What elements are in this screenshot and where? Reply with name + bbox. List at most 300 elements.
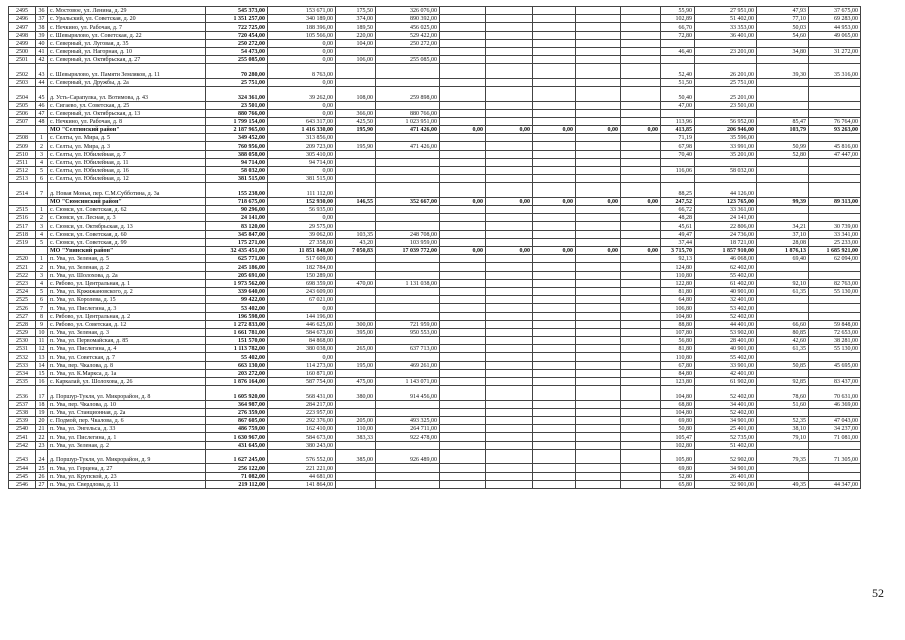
cell-cost-col-2: 105 566,00 <box>268 31 336 39</box>
cell-cost-col-9 <box>621 417 661 425</box>
cell-cost-col-2: 0,00 <box>268 39 336 47</box>
cell-item-number: 2 <box>36 214 48 222</box>
cell-cost-col-2: 182 784,00 <box>268 263 336 271</box>
cell-row-number: 2503 <box>9 78 36 86</box>
cell-total-cost: 245 186,00 <box>206 263 268 271</box>
cell-cost-col-9 <box>621 353 661 361</box>
cell-cost-col-5 <box>440 425 486 433</box>
cell-cost-col-7 <box>533 464 576 472</box>
cell-cost-col-6 <box>486 386 533 401</box>
cell-area-col-12 <box>757 408 809 416</box>
cell-area-col-10: 68,80 <box>661 400 695 408</box>
cell-cost-col-6 <box>486 31 533 39</box>
cell-cost-col-6 <box>486 167 533 175</box>
cell-area-col-12: 79,10 <box>757 433 809 441</box>
cell-cost-col-2: 209 723,00 <box>268 142 336 150</box>
cell-cost-col-9 <box>621 304 661 312</box>
cell-area-col-12 <box>757 312 809 320</box>
cell-cost-col-6 <box>486 369 533 377</box>
cell-cost-col-2: 188 396,00 <box>268 23 336 31</box>
cell-cost-col-7 <box>533 386 576 401</box>
cell-cost-col-8 <box>576 167 621 175</box>
cell-cost-col-11: 1 857 910,00 <box>695 247 757 255</box>
cell-cost-col-2: 284 217,00 <box>268 400 336 408</box>
cell-item-number: 17 <box>36 386 48 401</box>
cell-area-col-10: 104,80 <box>661 408 695 416</box>
cell-area-col-3 <box>336 337 376 345</box>
cell-cost-col-5 <box>440 134 486 142</box>
cell-item-number: 2 <box>36 263 48 271</box>
cell-area-col-3: 205,00 <box>336 417 376 425</box>
cell-area-col-3: 189,50 <box>336 23 376 31</box>
table-row <box>9 206 861 214</box>
cell-item-number: 1 <box>36 206 48 214</box>
cell-cost-col-13: 62 094,00 <box>809 255 861 263</box>
cell-cost-col-4: 914 456,00 <box>376 386 440 401</box>
cell-cost-col-8 <box>576 400 621 408</box>
cell-cost-col-8 <box>576 87 621 102</box>
cell-cost-col-5 <box>440 328 486 336</box>
cell-cost-col-8 <box>576 101 621 109</box>
cell-area-col-3: 106,00 <box>336 56 376 64</box>
cell-cost-col-6 <box>486 304 533 312</box>
cell-address: п. Ува, ул. Герцена, д. 27 <box>48 464 206 472</box>
cell-cost-col-6: 0,00 <box>486 126 533 134</box>
cell-cost-col-2: 0,00 <box>268 214 336 222</box>
cell-cost-col-4 <box>376 167 440 175</box>
table-row <box>9 15 861 23</box>
cell-cost-col-2: 111 112,00 <box>268 183 336 198</box>
cell-cost-col-7 <box>533 345 576 353</box>
cell-cost-col-2: 587 754,00 <box>268 378 336 386</box>
table-row <box>9 353 861 361</box>
cell-cost-col-5 <box>440 150 486 158</box>
cell-area-col-10: 49,47 <box>661 230 695 238</box>
table-row <box>9 7 861 15</box>
cell-area-col-12 <box>757 353 809 361</box>
cell-address: п. Ува, ул. Шолохова, д. 2а <box>48 271 206 279</box>
cell-cost-col-4: 326 076,00 <box>376 7 440 15</box>
cell-cost-col-13: 69 283,00 <box>809 15 861 23</box>
cell-item-number: 5 <box>36 167 48 175</box>
cell-cost-col-11: 25 401,00 <box>695 425 757 433</box>
cell-cost-col-8 <box>576 449 621 464</box>
cell-cost-col-4: 637 713,00 <box>376 345 440 353</box>
cell-row-number: 2537 <box>9 400 36 408</box>
cell-cost-col-4 <box>376 400 440 408</box>
cell-cost-col-13: 44 347,00 <box>809 480 861 488</box>
cell-row-number: 2498 <box>9 31 36 39</box>
cell-area-col-3 <box>336 222 376 230</box>
cell-cost-col-13 <box>809 109 861 117</box>
cell-cost-col-9 <box>621 117 661 125</box>
cell-cost-col-2: 643 317,00 <box>268 117 336 125</box>
cell-cost-col-11: 52 735,00 <box>695 433 757 441</box>
cell-cost-col-11 <box>695 175 757 183</box>
cell-cost-col-13: 31 272,00 <box>809 47 861 55</box>
cell-cost-col-13 <box>809 167 861 175</box>
cell-total-cost: 94 714,00 <box>206 158 268 166</box>
cell-cost-col-13: 83 437,00 <box>809 378 861 386</box>
cell-area-col-3: 175,50 <box>336 7 376 15</box>
cell-cost-col-5: 0,00 <box>440 126 486 134</box>
cell-cost-col-5 <box>440 263 486 271</box>
cell-item-number: 9 <box>36 320 48 328</box>
cell-row-number: 2531 <box>9 345 36 353</box>
cell-address: с. Селты, ул. Мира, д. 5 <box>48 134 206 142</box>
cell-cost-col-4 <box>376 206 440 214</box>
cell-cost-col-8 <box>576 433 621 441</box>
cell-cost-col-11: 61 402,00 <box>695 279 757 287</box>
cell-cost-col-11: 23 201,00 <box>695 47 757 55</box>
cell-area-col-3 <box>336 134 376 142</box>
cell-cost-col-13 <box>809 101 861 109</box>
cell-area-col-12: 50,99 <box>757 142 809 150</box>
cell-row-number: 2541 <box>9 433 36 441</box>
cell-area-col-10: 45,61 <box>661 222 695 230</box>
cell-cost-col-11: 52 402,00 <box>695 312 757 320</box>
cell-row-number: 2504 <box>9 87 36 102</box>
cell-cost-col-13: 38 281,00 <box>809 337 861 345</box>
cell-address: д. Поршур-Тукля, ул. Микрорайон, д. 8 <box>48 386 206 401</box>
cell-cost-col-8 <box>576 23 621 31</box>
cell-address: МО "Сюмсинский район" <box>48 197 206 205</box>
cell-cost-col-5 <box>440 449 486 464</box>
cell-area-col-10: 66,72 <box>661 206 695 214</box>
cell-total-cost: 255 085,00 <box>206 56 268 64</box>
cell-cost-col-5 <box>440 23 486 31</box>
cell-cost-col-7 <box>533 361 576 369</box>
cell-cost-col-2: 39 262,00 <box>268 87 336 102</box>
cell-cost-col-4: 529 422,00 <box>376 31 440 39</box>
cell-total-cost: 867 605,00 <box>206 417 268 425</box>
cell-address: с. Шевырялово, ул. Памяти Земляков, д. 11 <box>48 64 206 79</box>
cell-area-col-10 <box>661 158 695 166</box>
cell-cost-col-2: 56 935,00 <box>268 206 336 214</box>
cell-cost-col-2: 584 673,00 <box>268 328 336 336</box>
cell-cost-col-2: 380 038,00 <box>268 345 336 353</box>
cell-address: п. Ува, ул. Крупской, д. 23 <box>48 472 206 480</box>
cell-cost-col-4 <box>376 464 440 472</box>
cell-cost-col-9 <box>621 472 661 480</box>
cell-area-col-3 <box>336 101 376 109</box>
cell-area-col-3: 110,00 <box>336 425 376 433</box>
cell-cost-col-4 <box>376 183 440 198</box>
cell-cost-col-2: 0,00 <box>268 78 336 86</box>
cell-total-cost: 25 751,00 <box>206 78 268 86</box>
cell-cost-col-11 <box>695 56 757 64</box>
cell-cost-col-9 <box>621 480 661 488</box>
cell-area-col-12: 28,08 <box>757 238 809 246</box>
cell-cost-col-5 <box>440 378 486 386</box>
cell-total-cost: 151 570,00 <box>206 337 268 345</box>
cell-address: с. Сюмси, ул. Советская, д. 60 <box>48 230 206 238</box>
cell-item-number: 41 <box>36 47 48 55</box>
cell-cost-col-4: 352 667,00 <box>376 197 440 205</box>
cell-cost-col-4 <box>376 408 440 416</box>
cell-cost-col-7 <box>533 472 576 480</box>
cell-item-number: 4 <box>36 279 48 287</box>
cell-area-col-3 <box>336 480 376 488</box>
cell-area-col-10: 51,50 <box>661 78 695 86</box>
cell-cost-col-5 <box>440 101 486 109</box>
cell-cost-col-8 <box>576 279 621 287</box>
cell-row-number: 2514 <box>9 183 36 198</box>
cell-row-number: 2540 <box>9 425 36 433</box>
cell-cost-col-5 <box>440 78 486 86</box>
cell-cost-col-9 <box>621 400 661 408</box>
cell-cost-col-13: 33 341,00 <box>809 230 861 238</box>
cell-area-col-3 <box>336 214 376 222</box>
cell-cost-col-4: 926 489,00 <box>376 449 440 464</box>
cell-item-number: 43 <box>36 64 48 79</box>
table-row <box>9 296 861 304</box>
cell-area-col-3: 195,90 <box>336 126 376 134</box>
cell-total-cost: 55 402,00 <box>206 353 268 361</box>
cell-area-col-10: 107,80 <box>661 328 695 336</box>
cell-area-col-10: 105,47 <box>661 433 695 441</box>
cell-address: п. Ува, ул. Советская, д. 7 <box>48 353 206 361</box>
cell-cost-col-5 <box>440 15 486 23</box>
cell-cost-col-5 <box>440 386 486 401</box>
cell-cost-col-6 <box>486 117 533 125</box>
cell-cost-col-4: 880 766,00 <box>376 109 440 117</box>
cell-area-col-10: 64,80 <box>661 296 695 304</box>
cell-area-col-12 <box>757 183 809 198</box>
cell-cost-col-6 <box>486 328 533 336</box>
cell-area-col-10: 56,80 <box>661 337 695 345</box>
cell-row-number: 2507 <box>9 117 36 125</box>
cell-cost-col-13: 55 130,00 <box>809 287 861 295</box>
cell-cost-col-9 <box>621 142 661 150</box>
cell-cost-col-13 <box>809 56 861 64</box>
cell-cost-col-11: 25 201,00 <box>695 87 757 102</box>
cell-cost-col-8 <box>576 263 621 271</box>
cell-address: с. Северный, ул. Октябрьская, д. 27 <box>48 56 206 64</box>
table-row <box>9 175 861 183</box>
cell-cost-col-7 <box>533 328 576 336</box>
cell-total-cost: 1 630 967,00 <box>206 433 268 441</box>
cell-cost-col-9: 0,00 <box>621 197 661 205</box>
cell-cost-col-13 <box>809 304 861 312</box>
cell-item-number: 8 <box>36 312 48 320</box>
cell-total-cost: 1 605 920,00 <box>206 386 268 401</box>
cell-area-col-3 <box>336 408 376 416</box>
cell-row-number: 2518 <box>9 230 36 238</box>
cell-cost-col-2: 0,00 <box>268 353 336 361</box>
cell-cost-col-4 <box>376 312 440 320</box>
cell-cost-col-13: 82 763,00 <box>809 279 861 287</box>
cell-cost-col-2: 153 671,00 <box>268 7 336 15</box>
cell-cost-col-2: 381 515,00 <box>268 175 336 183</box>
cell-cost-col-11: 52 902,00 <box>695 449 757 464</box>
cell-address: п. Ува, ул. Кржижановского, д. 2 <box>48 287 206 295</box>
cell-cost-col-2: 11 851 848,00 <box>268 247 336 255</box>
cell-area-col-3: 366,00 <box>336 109 376 117</box>
cell-address: п. Ува, ул. Пислегина, д. 3 <box>48 304 206 312</box>
cell-cost-col-6 <box>486 312 533 320</box>
table-body <box>9 7 861 489</box>
cell-cost-col-11: 32 901,00 <box>695 480 757 488</box>
cell-cost-col-13: 44 953,00 <box>809 23 861 31</box>
cell-total-cost: 155 238,00 <box>206 183 268 198</box>
cell-row-number: 2546 <box>9 480 36 488</box>
cell-area-col-12 <box>757 472 809 480</box>
cell-area-col-12 <box>757 158 809 166</box>
cell-area-col-3: 104,00 <box>336 39 376 47</box>
cell-cost-col-6 <box>486 255 533 263</box>
cell-area-col-12 <box>757 39 809 47</box>
cell-row-number: 2517 <box>9 222 36 230</box>
cell-area-col-12 <box>757 214 809 222</box>
cell-address: с. Рябово, ул. Советская, д. 12 <box>48 320 206 328</box>
cell-cost-col-9 <box>621 150 661 158</box>
cell-row-number: 2527 <box>9 312 36 320</box>
cell-cost-col-2: 0,00 <box>268 47 336 55</box>
cell-area-col-12: 79,35 <box>757 449 809 464</box>
cell-cost-col-9 <box>621 78 661 86</box>
cell-cost-col-5 <box>440 222 486 230</box>
cell-item-number: 3 <box>36 222 48 230</box>
cell-cost-col-9 <box>621 255 661 263</box>
cell-item-number: 13 <box>36 353 48 361</box>
cell-area-col-10: 104,80 <box>661 312 695 320</box>
table-row <box>9 464 861 472</box>
cell-cost-col-2: 162 410,00 <box>268 425 336 433</box>
cell-total-cost: 23 501,00 <box>206 101 268 109</box>
cell-item-number: 7 <box>36 183 48 198</box>
cell-cost-col-4: 250 272,00 <box>376 39 440 47</box>
cell-cost-col-13 <box>809 296 861 304</box>
cell-cost-col-4: 922 478,00 <box>376 433 440 441</box>
cell-area-col-3 <box>336 255 376 263</box>
table-row <box>9 480 861 488</box>
cell-cost-col-13 <box>809 175 861 183</box>
cell-cost-col-11: 58 032,00 <box>695 167 757 175</box>
table-row <box>9 78 861 86</box>
cell-area-col-3: 43,20 <box>336 238 376 246</box>
cell-cost-col-8: 0,00 <box>576 126 621 134</box>
cell-cost-col-2: 39 062,00 <box>268 230 336 238</box>
cell-cost-col-8 <box>576 328 621 336</box>
cell-cost-col-9 <box>621 167 661 175</box>
cell-cost-col-2: 27 358,00 <box>268 238 336 246</box>
cell-cost-col-2: 8 763,00 <box>268 64 336 79</box>
cell-cost-col-8 <box>576 175 621 183</box>
cell-row-number: 2538 <box>9 408 36 416</box>
cell-cost-col-2: 141 864,00 <box>268 480 336 488</box>
cell-cost-col-6 <box>486 47 533 55</box>
table-row <box>9 238 861 246</box>
cell-cost-col-8 <box>576 304 621 312</box>
cell-cost-col-9 <box>621 361 661 369</box>
cell-item-number <box>36 197 48 205</box>
cell-area-col-10: 247,52 <box>661 197 695 205</box>
cell-row-number: 2513 <box>9 175 36 183</box>
cell-item-number: 16 <box>36 378 48 386</box>
cell-row-number: 2532 <box>9 353 36 361</box>
cell-cost-col-11: 26 401,00 <box>695 472 757 480</box>
cell-area-col-12: 50,85 <box>757 361 809 369</box>
cell-area-col-10: 84,80 <box>661 369 695 377</box>
table-row <box>9 320 861 328</box>
cell-address: с. Северный, ул. Нагорная, д. 10 <box>48 47 206 55</box>
cell-area-col-12: 54,60 <box>757 31 809 39</box>
cell-cost-col-2: 0,00 <box>268 56 336 64</box>
cell-item-number: 21 <box>36 425 48 433</box>
cell-item-number: 1 <box>36 255 48 263</box>
cell-area-col-12 <box>757 78 809 86</box>
table-row <box>9 142 861 150</box>
cell-row-number: 2511 <box>9 158 36 166</box>
cell-total-cost: 625 771,00 <box>206 255 268 263</box>
cell-total-cost: 71 082,00 <box>206 472 268 480</box>
cell-area-col-3: 195,90 <box>336 142 376 150</box>
table-row <box>9 408 861 416</box>
cell-cost-col-4: 493 325,00 <box>376 417 440 425</box>
cell-area-col-3: 220,00 <box>336 31 376 39</box>
cell-item-number: 5 <box>36 238 48 246</box>
cell-cost-col-7 <box>533 101 576 109</box>
cell-cost-col-5 <box>440 158 486 166</box>
cell-cost-col-4 <box>376 337 440 345</box>
cell-cost-col-5 <box>440 214 486 222</box>
cell-cost-col-7 <box>533 238 576 246</box>
cell-cost-col-6 <box>486 64 533 79</box>
cell-address: п. Ува, ул. Зеленая, д. 3 <box>48 328 206 336</box>
cell-area-col-12 <box>757 296 809 304</box>
cell-cost-col-6 <box>486 417 533 425</box>
cell-cost-col-8 <box>576 345 621 353</box>
cell-total-cost: 760 956,00 <box>206 142 268 150</box>
cell-item-number: 38 <box>36 23 48 31</box>
cell-area-col-10 <box>661 39 695 47</box>
cell-cost-col-7 <box>533 369 576 377</box>
cell-cost-col-4: 1 131 038,00 <box>376 279 440 287</box>
cell-address: п. Ува, ул. К.Маркса, д. 1а <box>48 369 206 377</box>
cell-address: с. Сюмси, ул. Октябрьская, д. 13 <box>48 222 206 230</box>
cell-cost-col-9 <box>621 296 661 304</box>
cell-cost-col-11: 55 402,00 <box>695 353 757 361</box>
cell-cost-col-8 <box>576 464 621 472</box>
cell-cost-col-9 <box>621 320 661 328</box>
cell-cost-col-6 <box>486 441 533 449</box>
cell-cost-col-6: 0,00 <box>486 197 533 205</box>
cell-item-number: 45 <box>36 87 48 102</box>
cell-area-col-12 <box>757 263 809 271</box>
cell-cost-col-4 <box>376 255 440 263</box>
cell-item-number: 1 <box>36 134 48 142</box>
cell-cost-col-7 <box>533 480 576 488</box>
cell-cost-col-6 <box>486 296 533 304</box>
cell-row-number: 2502 <box>9 64 36 79</box>
cell-area-col-10: 105,80 <box>661 449 695 464</box>
cell-cost-col-4 <box>376 134 440 142</box>
cell-cost-col-7 <box>533 39 576 47</box>
cell-cost-col-9 <box>621 449 661 464</box>
cell-cost-col-9: 0,00 <box>621 126 661 134</box>
cell-cost-col-2: 313 856,00 <box>268 134 336 142</box>
cell-cost-col-8 <box>576 287 621 295</box>
cell-cost-col-2: 152 930,00 <box>268 197 336 205</box>
cell-row-number: 2542 <box>9 441 36 449</box>
table-row <box>9 64 861 79</box>
cell-address: с. Селты, ул. Юбилейная, д. 11 <box>48 158 206 166</box>
cell-area-col-3 <box>336 263 376 271</box>
cell-row-number: 2522 <box>9 271 36 279</box>
cell-cost-col-13 <box>809 214 861 222</box>
cell-cost-col-13: 71 081,00 <box>809 433 861 441</box>
